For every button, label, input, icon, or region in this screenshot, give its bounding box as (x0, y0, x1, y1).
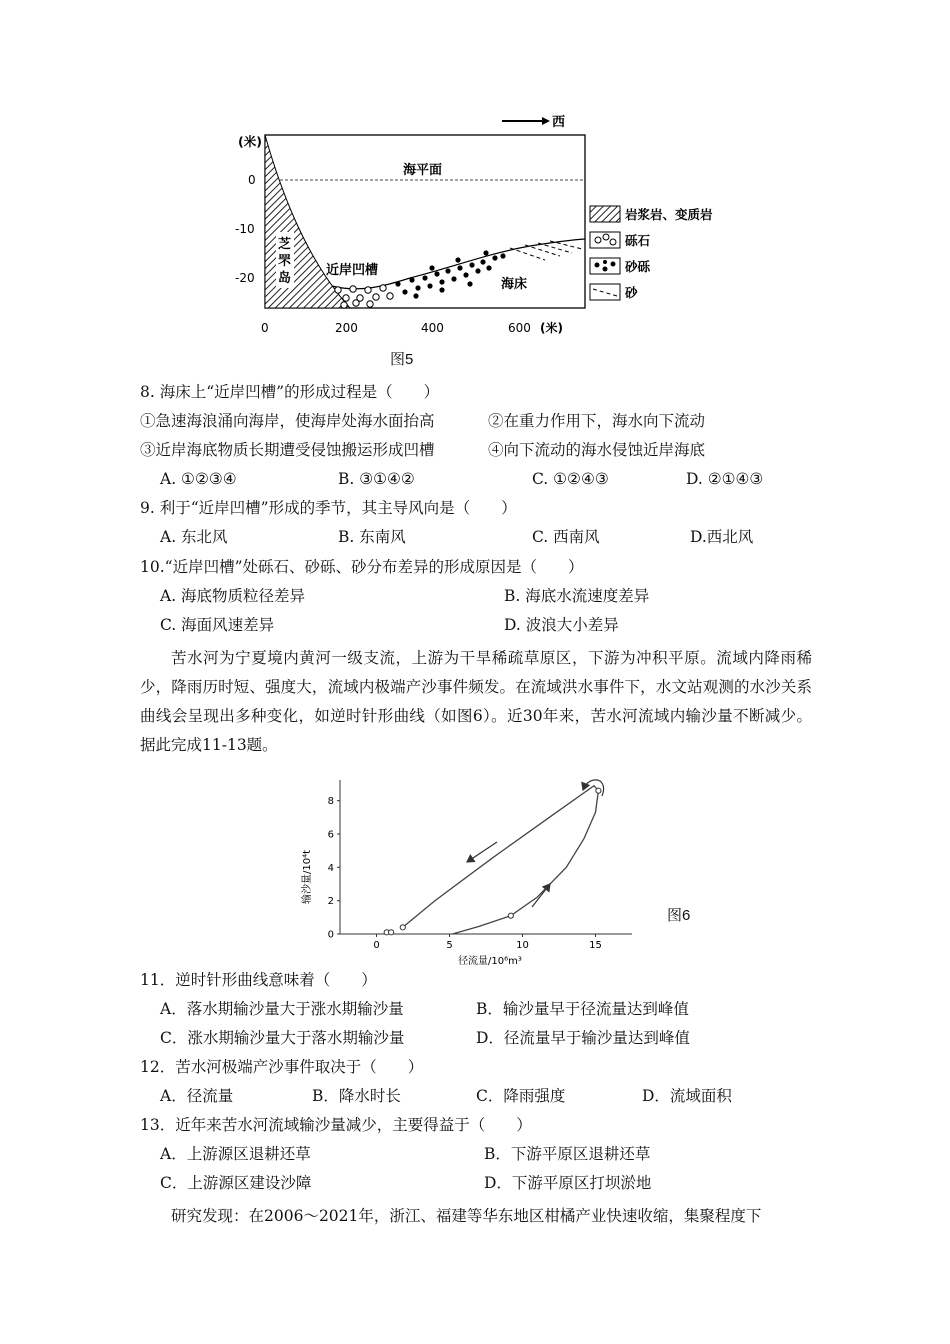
island-label-2: 罘 (278, 254, 292, 269)
figure-5-caption: 图5 (390, 351, 414, 368)
sandy-gravel-dots (395, 250, 505, 298)
trough-label: 近岸凹槽 (326, 263, 379, 278)
q8-option-a[interactable]: A. ①②③④ (160, 470, 237, 488)
sea-level-label: 海平面 (403, 163, 443, 178)
q8-stem: 8. 海床上“近岸凹槽”的形成过程是（ ） (140, 383, 440, 401)
legend-label: 砾石 (625, 233, 651, 248)
q10-option-a[interactable]: A. 海底物质粒径差异 (160, 587, 306, 605)
legend (590, 206, 713, 300)
fig6-peak-arrow (583, 780, 604, 796)
fig6-xlabel: 径流量/10⁶m³ (458, 956, 522, 967)
legend-label: 岩浆岩、变质岩 (625, 207, 713, 222)
fig6-marker (400, 925, 405, 930)
figure-6 (300, 772, 660, 972)
island-label-3: 岛 (278, 271, 292, 286)
figure-6-caption: 图6 (667, 907, 691, 924)
q13-option-b[interactable]: B．下游平原区退耕还草 (484, 1145, 651, 1163)
q10-stem: 10.“近岸凹槽”处砾石、砂砾、砂分布差异的形成原因是（ ） (140, 558, 584, 576)
q10-option-d[interactable]: D. 波浪大小差异 (504, 616, 619, 634)
fig6-x-tick-label: 0 (373, 940, 380, 951)
x-tick: 400 (421, 321, 444, 335)
q13-option-c[interactable]: C．上游源区建设沙障 (160, 1174, 312, 1192)
island-label-1: 芝 (278, 237, 292, 252)
q8-option-b[interactable]: B. ③①④② (338, 470, 415, 488)
q8-option-d[interactable]: D. ②①④③ (686, 470, 764, 488)
fig6-marker (508, 913, 513, 918)
fig6-ylabel: 输沙量/10⁴t (302, 849, 313, 905)
y-unit: (米) (238, 134, 262, 149)
fig6-y-tick-label: 4 (327, 862, 334, 874)
legend-label: 砂 (625, 285, 638, 300)
q9-option-d[interactable]: D.西北风 (690, 528, 754, 546)
q8-item2: ②在重力作用下，海水向下流动 (488, 412, 706, 430)
fig6-curve (403, 786, 599, 934)
fig6-marker (389, 930, 394, 935)
q9-stem: 9. 利于“近岸凹槽”形成的季节，其主导风向是（ ） (140, 499, 517, 517)
fig6-falling-arrow (467, 842, 497, 862)
q11-option-a[interactable]: A．落水期输沙量大于涨水期输沙量 (160, 1000, 404, 1018)
q12-option-b[interactable]: B．降水时长 (312, 1087, 401, 1105)
legend-label: 砂砾 (625, 259, 651, 274)
x-tick: 200 (335, 321, 358, 335)
fig6-rising-arrow (532, 884, 550, 907)
q8-option-c[interactable]: C. ①②④③ (532, 470, 609, 488)
passage: 苦水河为宁夏境内黄河一级支流，上游为干旱稀疏草原区，下游为冲积平原。流域内降雨稀少，降雨历时短、强度大，流域内极端产沙事件频发。在流域洪水事件下，水文站观测的水沙关系曲线会呈现出多种变化，如逆时针形曲线（如图6）。近30年来，苦水河流域内输沙量不断减少。据此完成11-13题。 (140, 649, 812, 754)
fig6-axes (340, 780, 632, 934)
fig6-y-tick-label: 0 (327, 929, 334, 941)
fig6-y-tick-label: 6 (327, 829, 334, 841)
q10-option-c[interactable]: C. 海面风速差异 (160, 616, 275, 634)
x-tick: 600 (508, 321, 531, 335)
x-tick: 0 (261, 321, 269, 335)
fig6-x-tick-label: 5 (446, 940, 453, 951)
q12-option-a[interactable]: A．径流量 (160, 1087, 234, 1105)
fig6-marker (596, 788, 601, 793)
q8-item3: ③近岸海底物质长期遭受侵蚀搬运形成凹槽 (140, 441, 435, 459)
q11-option-b[interactable]: B．输沙量早于径流量达到峰值 (476, 1000, 689, 1018)
y-tick: -10 (235, 222, 255, 236)
x-unit: (米) (540, 321, 563, 335)
q11-option-d[interactable]: D．径流量早于输沙量达到峰值 (476, 1029, 690, 1047)
fig6-x-tick-label: 10 (516, 940, 529, 951)
q13-option-a[interactable]: A．上游源区退耕还草 (160, 1145, 311, 1163)
q12-stem: 12．苦水河极端产沙事件取决于（ ） (140, 1058, 424, 1076)
q13-stem: 13．近年来苦水河流域输沙量减少，主要得益于（ ） (140, 1116, 532, 1134)
figure-5 (220, 108, 760, 368)
direction-label: 西 (552, 115, 566, 130)
q12-option-d[interactable]: D．流域面积 (642, 1087, 732, 1105)
q12-option-c[interactable]: C．降雨强度 (476, 1087, 566, 1105)
fig6-y-tick-label: 8 (327, 796, 334, 808)
q8-item4: ④向下流动的海水侵蚀近岸海底 (488, 441, 706, 459)
next-passage-line: 研究发现：在2006～2021年，浙江、福建等华东地区柑橘产业快速收缩，集聚程度下 (171, 1207, 762, 1225)
q11-stem: 11．逆时针形曲线意味着（ ） (140, 971, 377, 989)
q13-option-d[interactable]: D．下游平原区打坝淤地 (484, 1174, 652, 1192)
q9-option-b[interactable]: B. 东南风 (338, 528, 406, 546)
fig6-x-tick-label: 15 (589, 940, 602, 951)
y-tick: -20 (235, 271, 255, 285)
fig6-y-tick-label: 2 (327, 896, 334, 908)
y-tick: 0 (248, 173, 256, 187)
q9-option-a[interactable]: A. 东北风 (160, 528, 228, 546)
q8-item1: ①急速海浪涌向海岸，使海岸处海水面抬高 (140, 412, 435, 430)
seabed-label: 海床 (501, 277, 528, 292)
q10-option-b[interactable]: B. 海底水流速度差异 (504, 587, 650, 605)
q9-option-c[interactable]: C. 西南风 (532, 528, 600, 546)
q11-option-c[interactable]: C．涨水期输沙量大于落水期输沙量 (160, 1029, 405, 1047)
